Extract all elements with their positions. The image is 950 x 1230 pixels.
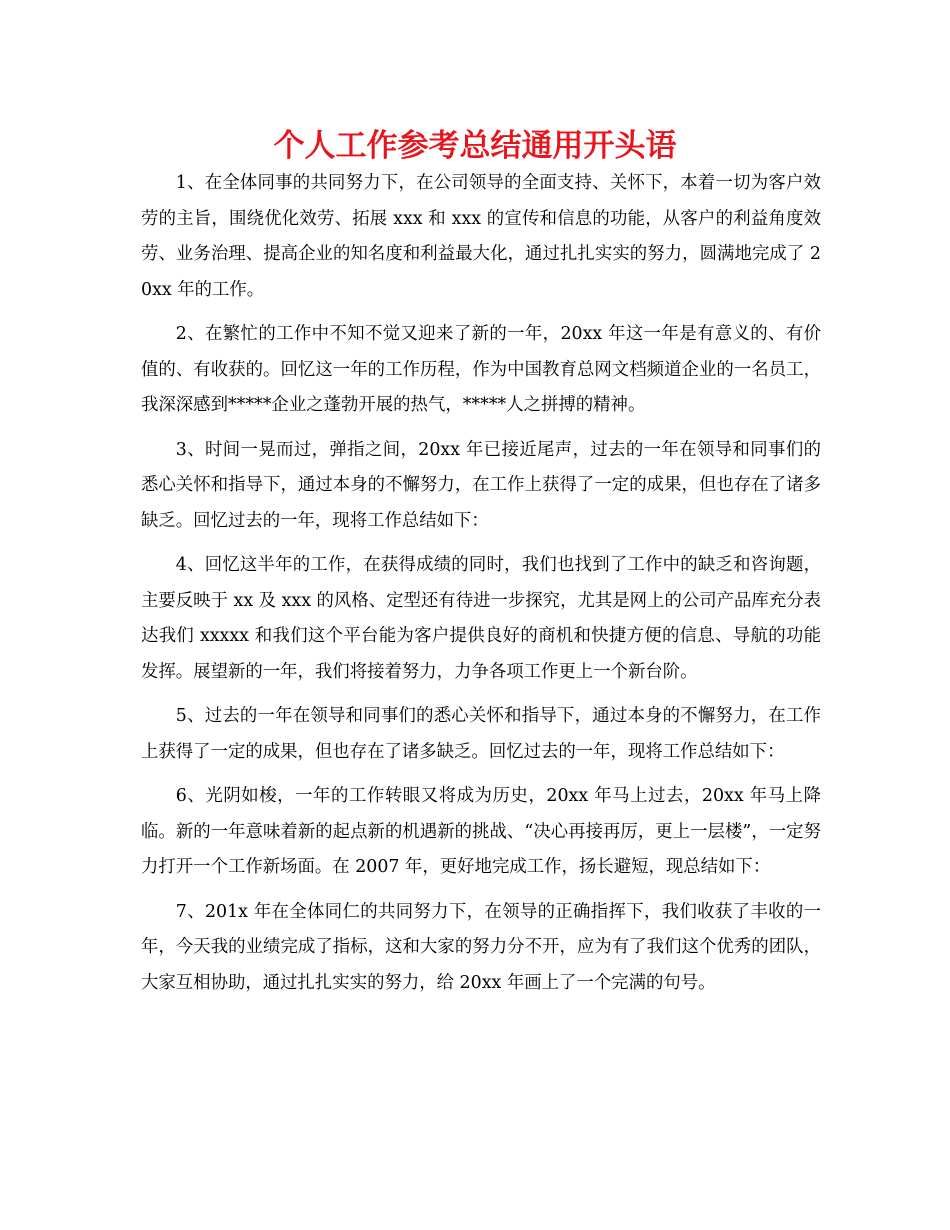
document-body [141, 166, 821, 1010]
paragraph-1: 1、在全体同事的共同努力下，在公司领导的全面支持、关怀下，本着一切为客户效劳的主旨，围绕优化效劳、拓展 xxx 和 xxx 的宣传和信息的功能，从客户的利益角度效劳、业务治理、提高企业的知名度和利益最大化，通过扎扎实实的努力，圆满地完成了 20xx 年的工作。 [141, 173, 821, 300]
paragraph-6: 6、光阴如梭，一年的工作转眼又将成为历史，20xx 年马上过去，20xx 年马上降临。新的一年意味着新的起点新的机遇新的挑战、“决心再接再厉，更上一层楼”，一定努力打开一个工作新场面。在 2007 年，更好地完成工作，扬长避短，现总结如下： [141, 786, 821, 877]
paragraph-4: 4、回忆这半年的工作，在获得成绩的同时，我们也找到了工作中的缺乏和咨询题，主要反映于 xx 及 xxx 的风格、定型还有待进一步探究，尤其是网上的公司产品库充分表达我们 xxxxx 和我们这个平台能为客户提供良好的商机和快捷方便的信息、导航的功能发挥。展望新的一年，我们将接着努力，力争各项工作更上一个新台阶。 [141, 555, 821, 682]
paragraph-5: 5、过去的一年在领导和同事们的悉心关怀和指导下，通过本身的不懈努力，在工作上获得了一定的成果，但也存在了诸多缺乏。回忆过去的一年，现将工作总结如下： [141, 706, 821, 762]
document-title: 个人工作参考总结通用开头语 [273, 128, 677, 164]
paragraph-7: 7、201x 年在全体同仁的共同努力下，在领导的正确指挥下，我们收获了丰收的一年，今天我的业绩完成了指标，这和大家的努力分不开，应为有了我们这个优秀的团队，大家互相协助，通过扎扎实实的努力，给 20xx 年画上了一个完满的句号。 [141, 901, 821, 993]
paragraph-2: 2、在繁忙的工作中不知不觉又迎来了新的一年，20xx 年这一年是有意义的、有价值的、有收获的。回忆这一年的工作历程，作为中国教育总网文档频道企业的一名员工，我深深感到*****企业之蓬勃开展的热气，*****人之拼搏的精神。 [141, 324, 821, 415]
paragraph-3: 3、时间一晃而过，弹指之间，20xx 年已接近尾声，过去的一年在领导和同事们的悉心关怀和指导下，通过本身的不懈努力，在工作上获得了一定的成果，但也存在了诸多缺乏。回忆过去的一年，现将工作总结如下： [141, 439, 821, 531]
